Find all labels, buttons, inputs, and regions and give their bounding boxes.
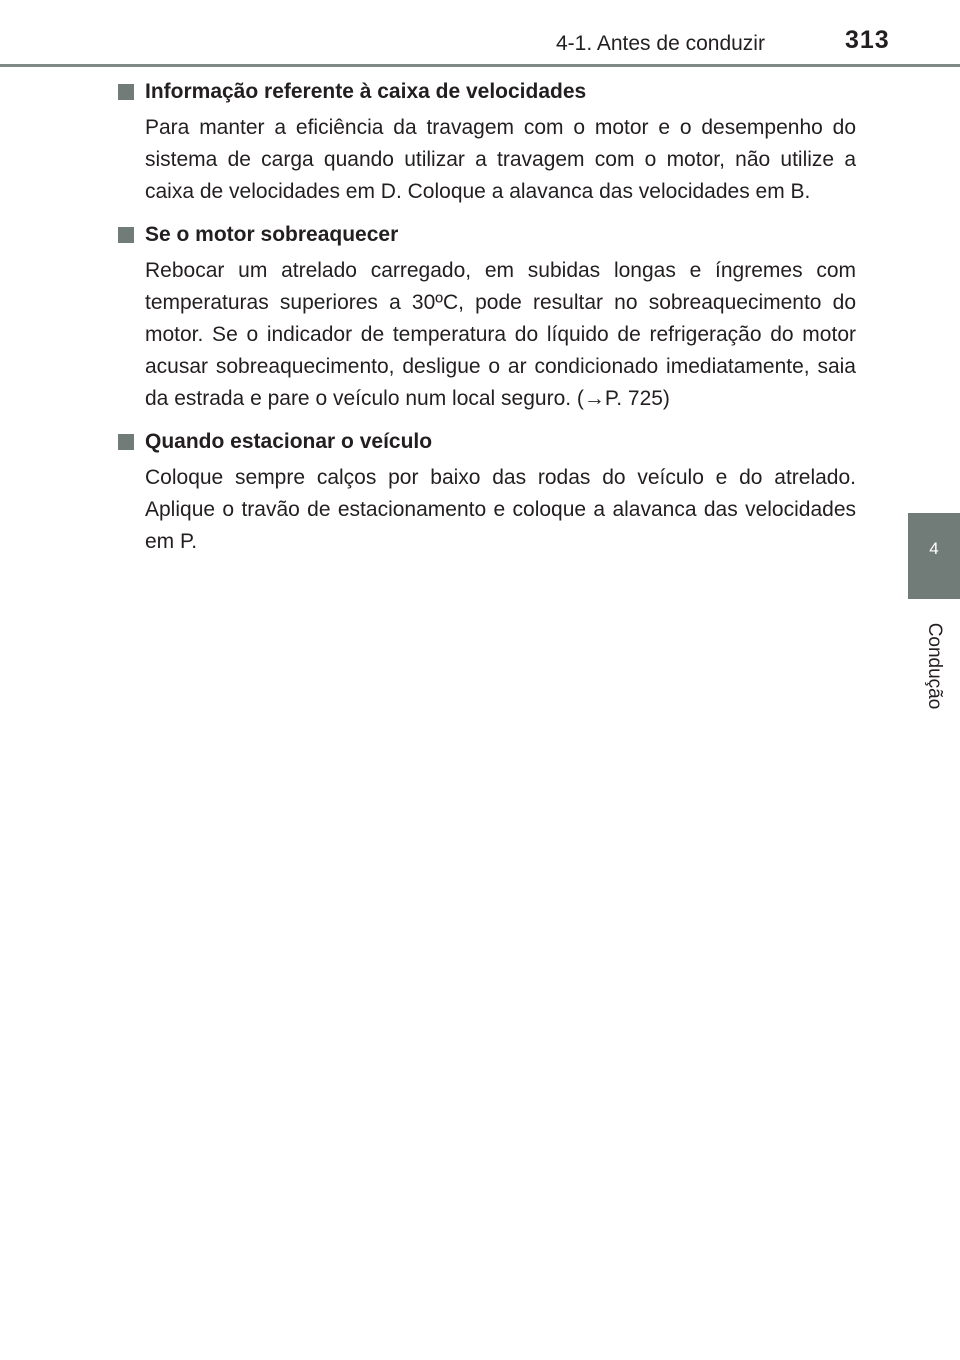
- section-body: Rebocar um atrelado carregado, em subidas longas e íngremes com temperaturas superiores a 30ºC, pode resultar no sobreaquecimento do motor. Se o indicador de temperatura do líquido de refrigeração do motor acusar sobreaquecimento, desligue o ar condicionado imediatamente, saia da estrada e pare o veículo num local seguro. (→P. 725): [145, 259, 856, 410]
- section-heading-row: [118, 426, 856, 458]
- section-engine-overheat: [118, 219, 856, 414]
- section-gearbox-info: [118, 76, 856, 207]
- square-bullet-icon: [118, 84, 134, 100]
- section-title: Se o motor sobreaquecer: [145, 223, 399, 247]
- page-content: [118, 76, 856, 570]
- section-heading: 4-1. Antes de conduzir: [556, 32, 765, 55]
- square-bullet-icon: [118, 434, 134, 450]
- square-bullet-icon: [118, 227, 134, 243]
- section-title: Quando estacionar o veículo: [145, 430, 433, 454]
- chapter-number: 4: [929, 539, 939, 558]
- section-title: Informação referente à caixa de velocidades: [145, 80, 587, 103]
- chapter-label: Condução: [924, 622, 945, 710]
- page-number: 313: [845, 26, 890, 54]
- section-body: Para manter a eficiência da travagem com o motor e o desempenho do sistema de carga quando utilizar a travagem com o motor, não utilize a caixa de velocidades em D. Coloque a alavanca das velocidades em B.: [145, 116, 856, 203]
- section-parking: [118, 426, 856, 557]
- header-divider: [0, 64, 960, 67]
- section-heading-row: [118, 219, 856, 251]
- page-header: [0, 0, 960, 66]
- section-body: Coloque sempre calços por baixo das rodas do veículo e do atrelado. Aplique o travão de estacionamento e coloque a alavanca das velocidades em P.: [145, 466, 856, 553]
- section-heading-row: [118, 76, 856, 108]
